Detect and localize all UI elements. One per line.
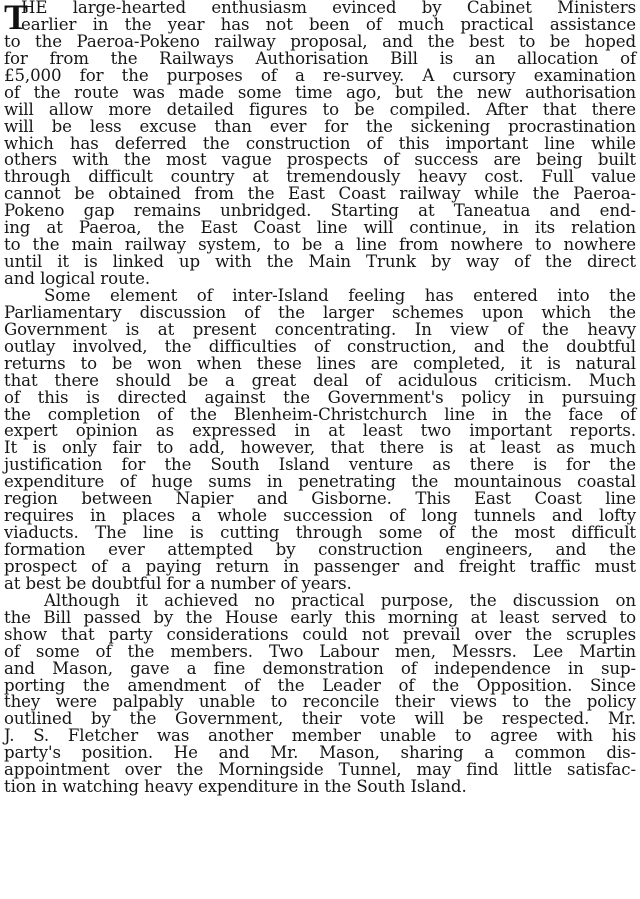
text-line: through difficult country at tremendously heavy cost. Full value [4, 167, 636, 187]
text-line: region between Napier and Gisborne. This East Coast line [4, 489, 636, 509]
text-line: tion in watching heavy expenditure in the South Island. [4, 777, 467, 797]
text-line: cannot be obtained from the East Coast railway while the Paeroa- [4, 184, 636, 204]
text-line: of the route was made some time ago, but the new authorisation [4, 82, 636, 102]
text-line: show that party considerations could not prevail over the scruples [4, 624, 636, 644]
text-line: others with the most vague prospects of success are being built [4, 150, 636, 170]
text-line: and Mason, gave a fine demonstration of independence in sup- [4, 658, 636, 678]
drop-cap: T [4, 0, 28, 37]
text-line: will be less excuse than ever for the sickening procrastination [4, 116, 636, 136]
text-line: It is only fair to add, however, that there is at least as much [4, 438, 636, 458]
text-line: until it is linked up with the Main Trunk by way of the direct [4, 252, 636, 272]
newspaper-article [4, 0, 636, 796]
text-line: Pokeno gap remains unbridged. Starting at Taneatua and end- [4, 201, 636, 221]
text-line: porting the amendment of the Leader of the Opposition. Since [4, 675, 636, 695]
text-line: will allow more detailed figures to be compiled. After that there [4, 99, 636, 119]
text-line: prospect of a paying return in passenger and freight traffic must [4, 556, 636, 576]
text-line: justification for the South Island venture as there is for the [4, 455, 636, 475]
text-line: Government is at present concentrating. In view of the heavy [4, 319, 636, 339]
text-line: Some element of inter-Island feeling has entered into the [44, 285, 636, 305]
text-line: Although it achieved no practical purpose, the discussion on [44, 590, 636, 610]
text-line: viaducts. The line is cutting through some of the most difficult [4, 523, 636, 543]
paragraph-2 [4, 285, 636, 593]
text-line: to the main railway system, to be a line from nowhere to nowhere [4, 235, 636, 255]
text-line: returns to be won when these lines are completed, it is natural [4, 353, 636, 373]
paragraph-1 [4, 0, 636, 288]
text-line: for from the Railways Authorisation Bill is an allocation of [4, 48, 636, 68]
text-line: of some of the members. Two Labour men, Messrs. Lee Martin [4, 641, 636, 661]
text-line: expert opinion as expressed in at least two important reports. [4, 421, 636, 441]
text-line: the Bill passed by the House early this morning at least served to [4, 607, 636, 627]
text-line: that there should be a great deal of acidulous criticism. Much [4, 370, 636, 390]
text-line: outlined by the Government, their vote will be respected. Mr. [4, 709, 636, 729]
paragraph-3 [4, 590, 636, 797]
text-line: to the Paeroa-Pokeno railway proposal, and the best to be hoped [4, 31, 636, 51]
text-line: the completion of the Blenheim-Christchurch line in the face of [4, 404, 636, 424]
text-line: appointment over the Morningside Tunnel, may find little satisfac- [4, 760, 636, 780]
text-line: £5,000 for the purposes of a re-survey. A cursory examination [4, 65, 636, 85]
text-line: ing at Paeroa, the East Coast line will continue, in its relation [4, 218, 636, 238]
text-line: party's position. He and Mr. Mason, sharing a common dis- [4, 743, 636, 763]
text-line: which has deferred the construction of this important line while [4, 133, 636, 153]
text-line: of this is directed against the Government's policy in pursuing [4, 387, 636, 407]
text-line: outlay involved, the difficulties of construction, and the doubtful [4, 336, 636, 356]
text-line: J. S. Fletcher was another member unable to agree with his [4, 726, 636, 746]
text-line: expenditure of huge sums in penetrating the mountainous coastal [4, 472, 636, 492]
text-line: and logical route. [4, 269, 151, 288]
text-line: formation ever attempted by construction engineers, and the [4, 540, 636, 559]
text-line: HE large-hearted enthusiasm evinced by Cabinet Ministers [21, 0, 636, 17]
text-line: requires in places a whole succession of long tunnels and lofty [4, 506, 636, 526]
text-line: at best be doubtful for a number of years. [4, 573, 352, 593]
text-line: Parliamentary discussion of the larger schemes upon which the [4, 302, 636, 322]
text-line: they were palpably unable to reconcile their views to the policy [4, 692, 636, 712]
text-line: earlier in the year has not been of much practical assistance [21, 14, 636, 34]
